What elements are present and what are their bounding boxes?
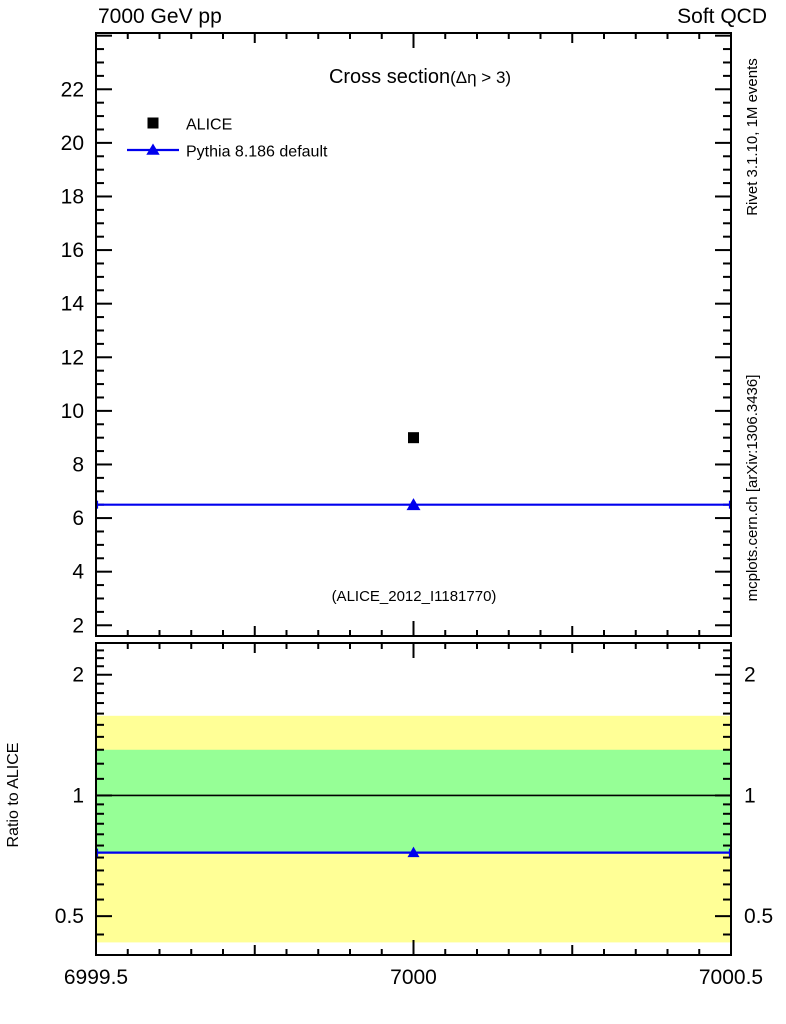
plot-title: [329, 66, 511, 88]
y-tick-label: 12: [60, 346, 84, 370]
x-tick-label: 6999.5: [63, 966, 129, 989]
y-tick-label: 6: [72, 507, 84, 531]
y-tick-label: 2: [72, 614, 84, 638]
plot-title-main: Cross section: [328, 66, 451, 88]
ratio-y-tick-label: 1: [72, 784, 84, 808]
y-tick-label: 4: [72, 560, 84, 584]
chart-generated-layer: [55, 33, 773, 989]
y-tick-label: 14: [60, 292, 84, 316]
y-tick-label: 16: [60, 239, 84, 263]
ratio-y-tick-label: 0.5: [54, 905, 84, 929]
legend-label-pythia: Pythia 8.186 default: [186, 143, 328, 161]
header-left: 7000 GeV pp: [98, 5, 222, 28]
mcplots-arxiv-note: mcplots.cern.ch [arXiv:1306.3436]: [744, 374, 761, 602]
header-right: Soft QCD: [677, 5, 767, 28]
x-tick-label: 7000: [390, 966, 437, 989]
watermark: (ALICE_2012_I1181770): [331, 588, 497, 605]
legend-marker-alice-square: [148, 118, 159, 129]
y-tick-label: 10: [60, 399, 84, 423]
ratio-y-tick-label: 0.5: [744, 905, 774, 929]
legend: [127, 117, 328, 161]
rivet-version-note: Rivet 3.1.10, 1M events: [744, 58, 761, 216]
ratio-y-tick-label: 2: [744, 663, 756, 687]
y-tick-label: 8: [72, 453, 84, 477]
ratio-y-tick-label: 1: [744, 784, 756, 808]
y-tick-label: 22: [60, 78, 84, 102]
data-point-square: [408, 432, 419, 443]
uncertainty-band-green_band: [97, 750, 730, 853]
ratio-y-tick-label: 2: [72, 663, 84, 687]
y-tick-label: 18: [60, 185, 84, 209]
x-tick-label: 7000.5: [698, 966, 764, 989]
plot-title-suffix: (Δη > 3): [450, 68, 512, 87]
y-tick-label: 20: [60, 131, 84, 155]
legend-label-alice: ALICE: [186, 116, 233, 134]
ratio-y-axis-label: Ratio to ALICE: [5, 742, 22, 848]
